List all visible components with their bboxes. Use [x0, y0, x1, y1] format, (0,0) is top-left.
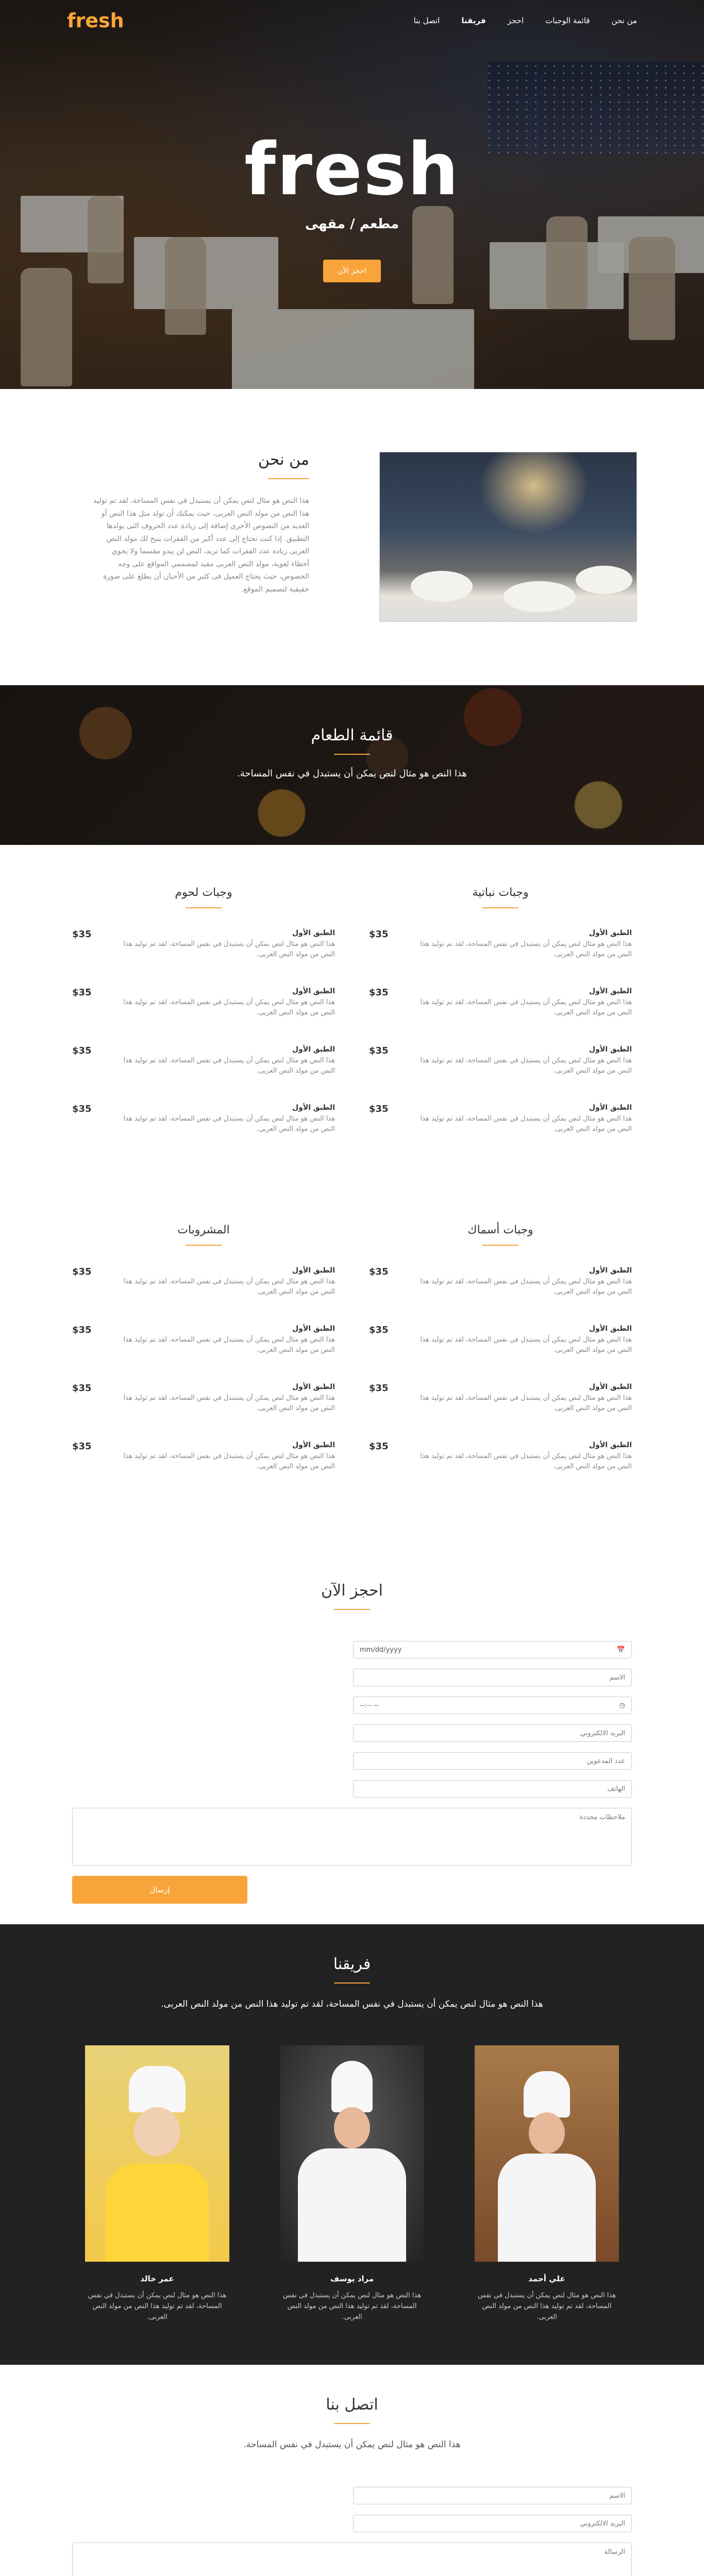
booking-guests-input[interactable]	[353, 1752, 632, 1770]
menu-item-name: الطبق الأول	[589, 1383, 632, 1391]
team-member-bio: هذا النص هو مثال لنص يمكن أن يستبدل في نفس المساحة، لقد تم توليد هذا النص من مولد النص العربى.	[88, 2292, 227, 2321]
menu-item-name: الطبق الأول	[589, 1045, 632, 1054]
menu-item-name: الطبق الأول	[292, 1045, 335, 1054]
about-paragraph: هذا النص هو مثال لنص يمكن أن يستبدل في نفس المساحة، لقد تم توليد هذا النص من مولد النص العربى، حيث يمكنك أن تولد مثل هذا النص أو العديد من النصوص الأخرى إضافة إلى زيادة عدد الحروف التى يولدها التطبيق. إذا كنت تحتاج إلى عدد أكبر من الفقرات يتيح لك مولد النص العربى زيادة عدد الفقرات كما تريد، النص لن يبدو مقسما ولا يحوي أخطاء لغوية، مولد النص العربى مفيد لمصممي المواقع على وجه الخصوص، حيث يحتاج العميل فى كثير من الأحيان أن يطلع على صورة حقيقية لتصميم الموقع.	[93, 497, 309, 594]
menu-item	[369, 1104, 632, 1134]
menu-item-price: $35	[369, 987, 389, 998]
team-member-bio: هذا النص هو مثال لنص يمكن أن يستبدل في نفس المساحة، لقد تم توليد هذا النص من مولد النص العربى.	[477, 2292, 616, 2321]
menu-section-fish	[369, 1224, 632, 1499]
menu-banner	[0, 685, 704, 845]
nav-menu	[414, 16, 637, 25]
brand-logo[interactable]: fresh	[67, 9, 124, 32]
menu-item-name: الطبق الأول	[589, 929, 632, 937]
booking-notes-input[interactable]	[72, 1808, 632, 1866]
menu-item-name: الطبق الأول	[292, 1325, 335, 1333]
menu-item-name: الطبق الأول	[292, 1104, 335, 1112]
menu-item	[72, 1441, 335, 1471]
menu-item-name: الطبق الأول	[589, 1325, 632, 1333]
menu-item	[72, 987, 335, 1018]
menu-section-vegetarian	[369, 886, 632, 1162]
menu-item-desc: هذا النص هو مثال لنص يمكن أن يستبدل في نفس المساحة، لقد تم توليد هذا النص من مولد النص العربى.	[123, 1452, 335, 1470]
team-member-name: مراد يوسف	[330, 2274, 374, 2283]
about-divider	[268, 478, 309, 479]
menu-item-price: $35	[72, 987, 92, 998]
menu-item	[72, 1383, 335, 1413]
menu-item-desc: هذا النص هو مثال لنص يمكن أن يستبدل في نفس المساحة، لقد تم توليد هذا النص من مولد النص العربى.	[420, 940, 632, 958]
menu-item	[369, 1383, 632, 1413]
contact-section	[0, 2365, 704, 2576]
menu-item-name: الطبق الأول	[589, 1266, 632, 1275]
menu-item	[72, 1045, 335, 1076]
nav-item-team[interactable]: فريقنا	[461, 16, 486, 25]
booking-email-input[interactable]	[353, 1724, 632, 1742]
team-title: فريقنا	[333, 1955, 371, 1973]
hero-content	[0, 128, 704, 282]
team-member-photo	[280, 2045, 424, 2262]
menu-item-price: $35	[72, 929, 92, 940]
contact-email-input[interactable]	[353, 2515, 632, 2532]
contact-description: هذا النص هو مثال لنص يمكن أن يستبدل في نفس المساحة.	[243, 2439, 461, 2450]
menu-section-drinks	[72, 1224, 335, 1499]
booking-date-field[interactable]	[353, 1641, 632, 1658]
booking-time-field[interactable]	[353, 1697, 632, 1714]
hero-booking-button[interactable]: احجز الآن	[323, 260, 381, 282]
contact-message-input[interactable]	[72, 2543, 632, 2576]
menu-item-name: الطبق الأول	[589, 1104, 632, 1112]
menu-item	[369, 987, 632, 1018]
booking-divider	[334, 1609, 370, 1610]
team-member-bio: هذا النص هو مثال لنص يمكن أن يستبدل في نفس المساحة، لقد تم توليد هذا النص من مولد النص العربى.	[282, 2292, 422, 2321]
menu-item-price: $35	[369, 1104, 389, 1114]
menu-item-price: $35	[72, 1104, 92, 1114]
menu-item-desc: هذا النص هو مثال لنص يمكن أن يستبدل في نفس المساحة، لقد تم توليد هذا النص من مولد النص العربى.	[123, 940, 335, 958]
nav-item-menu[interactable]: قائمة الوجبات	[545, 16, 590, 25]
menu-item	[369, 1441, 632, 1471]
menu-item-desc: هذا النص هو مثال لنص يمكن أن يستبدل في نفس المساحة، لقد تم توليد هذا النص من مولد النص العربى.	[123, 1394, 335, 1412]
menu-item	[369, 1045, 632, 1076]
booking-title: احجز الآن	[321, 1582, 383, 1600]
menu-item-name: الطبق الأول	[292, 1441, 335, 1449]
menu-item-desc: هذا النص هو مثال لنص يمكن أن يستبدل في نفس المساحة، لقد تم توليد هذا النص من مولد النص العربى.	[420, 998, 632, 1016]
menu-item-desc: هذا النص هو مثال لنص يمكن أن يستبدل في نفس المساحة، لقد تم توليد هذا النص من مولد النص العربى.	[420, 1452, 632, 1470]
hero-title: fresh	[244, 128, 460, 212]
about-image	[379, 452, 637, 622]
contact-title: اتصل بنا	[326, 2396, 378, 2414]
menu-section-title: وجبات نباتية	[472, 886, 529, 899]
menu-item-name: الطبق الأول	[292, 1266, 335, 1275]
menu-item-desc: هذا النص هو مثال لنص يمكن أن يستبدل في نفس المساحة، لقد تم توليد هذا النص من مولد النص العربى.	[123, 1057, 335, 1075]
menu-section-title: وجبات أسماك	[467, 1224, 533, 1236]
menu-banner-text: هذا النص هو مثال لنص يمكن أن يستبدل في نفس المساحة.	[237, 768, 467, 779]
menu-item-price: $35	[369, 1266, 389, 1277]
team-description: هذا النص هو مثال لنص يمكن أن يستبدل في نفس المساحة، لقد تم توليد هذا النص من مولد النص العربى.	[161, 1999, 543, 2009]
about-section	[0, 389, 704, 685]
team-member-photo	[475, 2045, 619, 2262]
contact-name-input[interactable]	[353, 2487, 632, 2504]
menu-item	[72, 929, 335, 959]
menu-item-name: الطبق الأول	[292, 987, 335, 995]
calendar-icon[interactable]: 📅	[616, 1646, 625, 1654]
team-member	[82, 2045, 232, 2323]
menu-item-price: $35	[369, 1383, 389, 1394]
menu-item-price: $35	[72, 1266, 92, 1277]
team-member	[472, 2045, 622, 2323]
menu-item-price: $35	[72, 1441, 92, 1452]
menu-item	[72, 1266, 335, 1297]
menu-lists	[0, 845, 704, 1499]
menu-item-desc: هذا النص هو مثال لنص يمكن أن يستبدل في نفس المساحة، لقد تم توليد هذا النص من مولد النص العربى.	[420, 1336, 632, 1354]
menu-item-price: $35	[369, 1441, 389, 1452]
menu-item-price: $35	[369, 929, 389, 940]
team-member-photo	[85, 2045, 229, 2262]
menu-section-title: المشروبات	[177, 1224, 230, 1236]
menu-item-price: $35	[72, 1325, 92, 1335]
menu-item	[72, 1325, 335, 1355]
menu-item	[369, 929, 632, 959]
hero-section	[0, 0, 704, 389]
booking-section	[0, 1561, 704, 1924]
clock-icon[interactable]: ◷	[619, 1701, 625, 1709]
about-title: من نحن	[258, 451, 309, 469]
menu-section-meat	[72, 886, 335, 1162]
nav-item-contact[interactable]: اتصل بنا	[413, 16, 440, 25]
menu-item-name: الطبق الأول	[589, 1441, 632, 1449]
nav-item-booking[interactable]: احجز	[507, 16, 524, 25]
about-text-block	[93, 451, 309, 596]
team-member-name: علي أحمد	[528, 2274, 565, 2283]
booking-date-placeholder: mm/dd/yyyy	[360, 1646, 402, 1654]
menu-section-title: وجبات لحوم	[175, 886, 232, 899]
navbar	[0, 0, 704, 41]
menu-item	[72, 1104, 335, 1134]
menu-item-price: $35	[72, 1045, 92, 1056]
booking-phone-input[interactable]	[353, 1780, 632, 1798]
hero-subtitle: مطعم / مقهى	[305, 216, 399, 232]
menu-item-desc: هذا النص هو مثال لنص يمكن أن يستبدل في نفس المساحة، لقد تم توليد هذا النص من مولد النص العربى.	[123, 998, 335, 1016]
menu-item-desc: هذا النص هو مثال لنص يمكن أن يستبدل في نفس المساحة، لقد تم توليد هذا النص من مولد النص العربى.	[123, 1336, 335, 1354]
menu-item-price: $35	[72, 1383, 92, 1394]
nav-item-about[interactable]: من نحن	[611, 16, 637, 25]
booking-time-placeholder: --:-- --	[360, 1701, 379, 1709]
menu-item-desc: هذا النص هو مثال لنص يمكن أن يستبدل في نفس المساحة، لقد تم توليد هذا النص من مولد النص العربى.	[123, 1115, 335, 1133]
menu-item-desc: هذا النص هو مثال لنص يمكن أن يستبدل في نفس المساحة، لقد تم توليد هذا النص من مولد النص العربى.	[123, 1278, 335, 1296]
menu-item-desc: هذا النص هو مثال لنص يمكن أن يستبدل في نفس المساحة، لقد تم توليد هذا النص من مولد النص العربى.	[420, 1278, 632, 1296]
menu-item-desc: هذا النص هو مثال لنص يمكن أن يستبدل في نفس المساحة، لقد تم توليد هذا النص من مولد النص العربى.	[420, 1115, 632, 1133]
menu-item-name: الطبق الأول	[589, 987, 632, 995]
contact-divider	[334, 2423, 370, 2424]
menu-banner-title: قائمة الطعام	[311, 726, 393, 744]
booking-name-input[interactable]	[353, 1669, 632, 1686]
menu-item-price: $35	[369, 1045, 389, 1056]
menu-item-name: الطبق الأول	[292, 929, 335, 937]
team-divider	[334, 1982, 370, 1984]
menu-item-desc: هذا النص هو مثال لنص يمكن أن يستبدل في نفس المساحة، لقد تم توليد هذا النص من مولد النص العربى.	[420, 1057, 632, 1075]
menu-item	[369, 1325, 632, 1355]
menu-banner-divider	[334, 754, 370, 755]
team-member-name: عمر خالد	[140, 2274, 174, 2283]
menu-item	[369, 1266, 632, 1297]
booking-submit-button[interactable]: إرسال	[72, 1876, 247, 1904]
team-member	[277, 2045, 427, 2323]
menu-item-price: $35	[369, 1325, 389, 1335]
team-section	[0, 1924, 704, 2365]
menu-item-desc: هذا النص هو مثال لنص يمكن أن يستبدل في نفس المساحة، لقد تم توليد هذا النص من مولد النص العربى.	[420, 1394, 632, 1412]
menu-item-name: الطبق الأول	[292, 1383, 335, 1391]
